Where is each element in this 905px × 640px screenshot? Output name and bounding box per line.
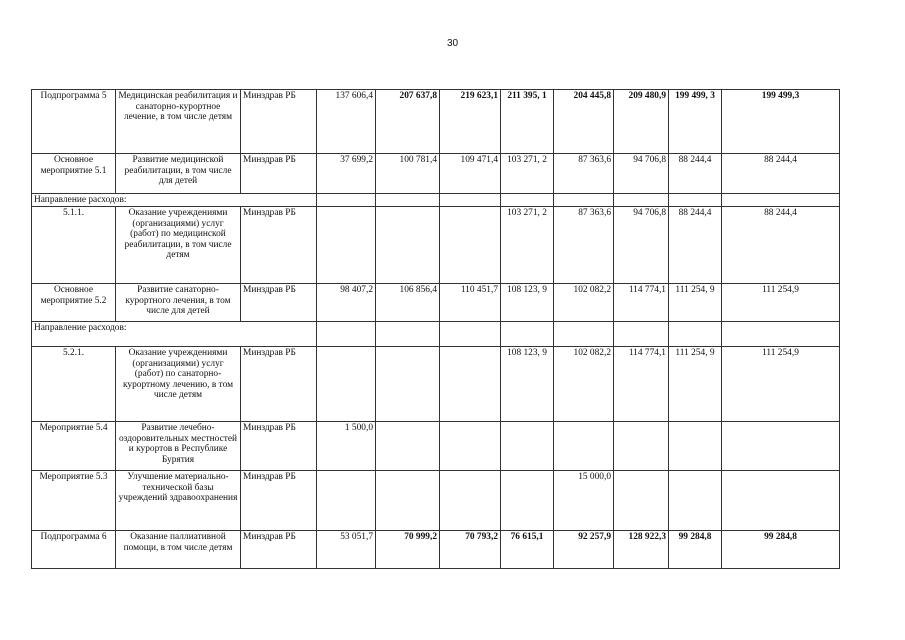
value-cell: 211 395, 1 [501,90,554,154]
value-cell [440,422,501,471]
value-cell [376,471,440,531]
value-cell: 92 257,9 [554,531,614,569]
row-name: Улучшение материально-технической базы учреждений здравоохранения [116,471,241,531]
value-cell: 103 271, 2 [501,154,554,194]
row-name: Развитие санаторно-курортного лечения, в том числе для детей [116,284,241,322]
direction-row [32,322,840,347]
value-cell [722,422,840,471]
value-cell: 88 244,4 [722,154,840,194]
direction-label: Направление расходов: [32,322,317,347]
value-cell: 111 254, 9 [669,284,722,322]
value-cell: 15 000,0 [554,471,614,531]
value-cell: 110 451,7 [440,284,501,322]
row-org: Минздрав РБ [241,284,317,322]
value-cell: 87 363,6 [554,207,614,284]
row-code: 5.1.1. [32,207,116,284]
value-cell: 109 471,4 [440,154,501,194]
value-cell [317,347,376,422]
value-cell [376,207,440,284]
value-cell [614,471,669,531]
value-cell [669,471,722,531]
value-cell: 94 706,8 [614,154,669,194]
row-code: Основное мероприятие 5.2 [32,284,116,322]
value-cell: 207 637,8 [376,90,440,154]
value-cell: 94 706,8 [614,207,669,284]
value-cell: 99 284,8 [722,531,840,569]
value-cell: 108 123, 9 [501,284,554,322]
value-cell: 111 254,9 [722,284,840,322]
value-cell: 137 606,4 [317,90,376,154]
row-name: Оказание учреждениями (организациями) услуг (работ) по санаторно-курортному лечению, в том числе детям [116,347,241,422]
value-cell [614,422,669,471]
value-cell: 108 123, 9 [501,347,554,422]
value-cell [376,422,440,471]
value-cell [440,471,501,531]
value-cell: 102 082,2 [554,284,614,322]
value-cell: 37 699,2 [317,154,376,194]
row-name: Медицинская реабилитация и санаторно-курортное лечение, в том числе детям [116,90,241,154]
value-cell: 70 999,2 [376,531,440,569]
budget-table [31,89,840,569]
value-cell: 1 500,0 [317,422,376,471]
row-code: Подпрограмма 5 [32,90,116,154]
table-row [32,347,840,422]
row-code: Подпрограмма 6 [32,531,116,569]
row-code: Основное мероприятие 5.1 [32,154,116,194]
page-number: 30 [446,38,459,49]
value-cell: 111 254, 9 [669,347,722,422]
row-name: Развитие лечебно-оздоровительных местностей и курортов в Республике Бурятия [116,422,241,471]
value-cell: 88 244,4 [722,207,840,284]
table-row [32,422,840,471]
value-cell [554,422,614,471]
value-cell: 98 407,2 [317,284,376,322]
row-org: Минздрав РБ [241,422,317,471]
row-org: Минздрав РБ [241,207,317,284]
table-row [32,90,840,154]
direction-label: Направление расходов: [32,194,317,207]
table-row [32,154,840,194]
value-cell: 103 271, 2 [501,207,554,284]
row-name: Оказание паллиативной помощи, в том числе детям [116,531,241,569]
value-cell [501,422,554,471]
value-cell: 70 793,2 [440,531,501,569]
table-row [32,207,840,284]
table-row [32,284,840,322]
value-cell: 204 445,8 [554,90,614,154]
value-cell: 100 781,4 [376,154,440,194]
value-cell: 114 774,1 [614,284,669,322]
value-cell [317,207,376,284]
value-cell [376,347,440,422]
row-name: Развитие медицинской реабилитации, в том числе для детей [116,154,241,194]
row-org: Минздрав РБ [241,154,317,194]
value-cell [501,471,554,531]
value-cell: 199 499,3 [722,90,840,154]
value-cell: 102 082,2 [554,347,614,422]
row-org: Минздрав РБ [241,471,317,531]
value-cell: 53 051,7 [317,531,376,569]
value-cell: 76 615,1 [501,531,554,569]
value-cell: 88 244,4 [669,154,722,194]
row-code: Мероприятие 5.4 [32,422,116,471]
value-cell: 99 284,8 [669,531,722,569]
value-cell: 209 480,9 [614,90,669,154]
value-cell: 106 856,4 [376,284,440,322]
value-cell: 111 254,9 [722,347,840,422]
table-row [32,531,840,569]
table-row [32,471,840,531]
value-cell: 199 499, 3 [669,90,722,154]
direction-row [32,194,840,207]
value-cell: 128 922,3 [614,531,669,569]
value-cell [722,471,840,531]
row-name: Оказание учреждениями (организациями) услуг (работ) по медицинской реабилитации, в том числе детям [116,207,241,284]
value-cell: 114 774,1 [614,347,669,422]
row-org: Минздрав РБ [241,347,317,422]
value-cell [317,471,376,531]
value-cell: 88 244,4 [669,207,722,284]
value-cell [669,422,722,471]
row-code: 5.2.1. [32,347,116,422]
value-cell [440,207,501,284]
row-code: Мероприятие 5.3 [32,471,116,531]
value-cell [440,347,501,422]
value-cell: 219 623,1 [440,90,501,154]
row-org: Минздрав РБ [241,531,317,569]
row-org: Минздрав РБ [241,90,317,154]
value-cell: 87 363,6 [554,154,614,194]
